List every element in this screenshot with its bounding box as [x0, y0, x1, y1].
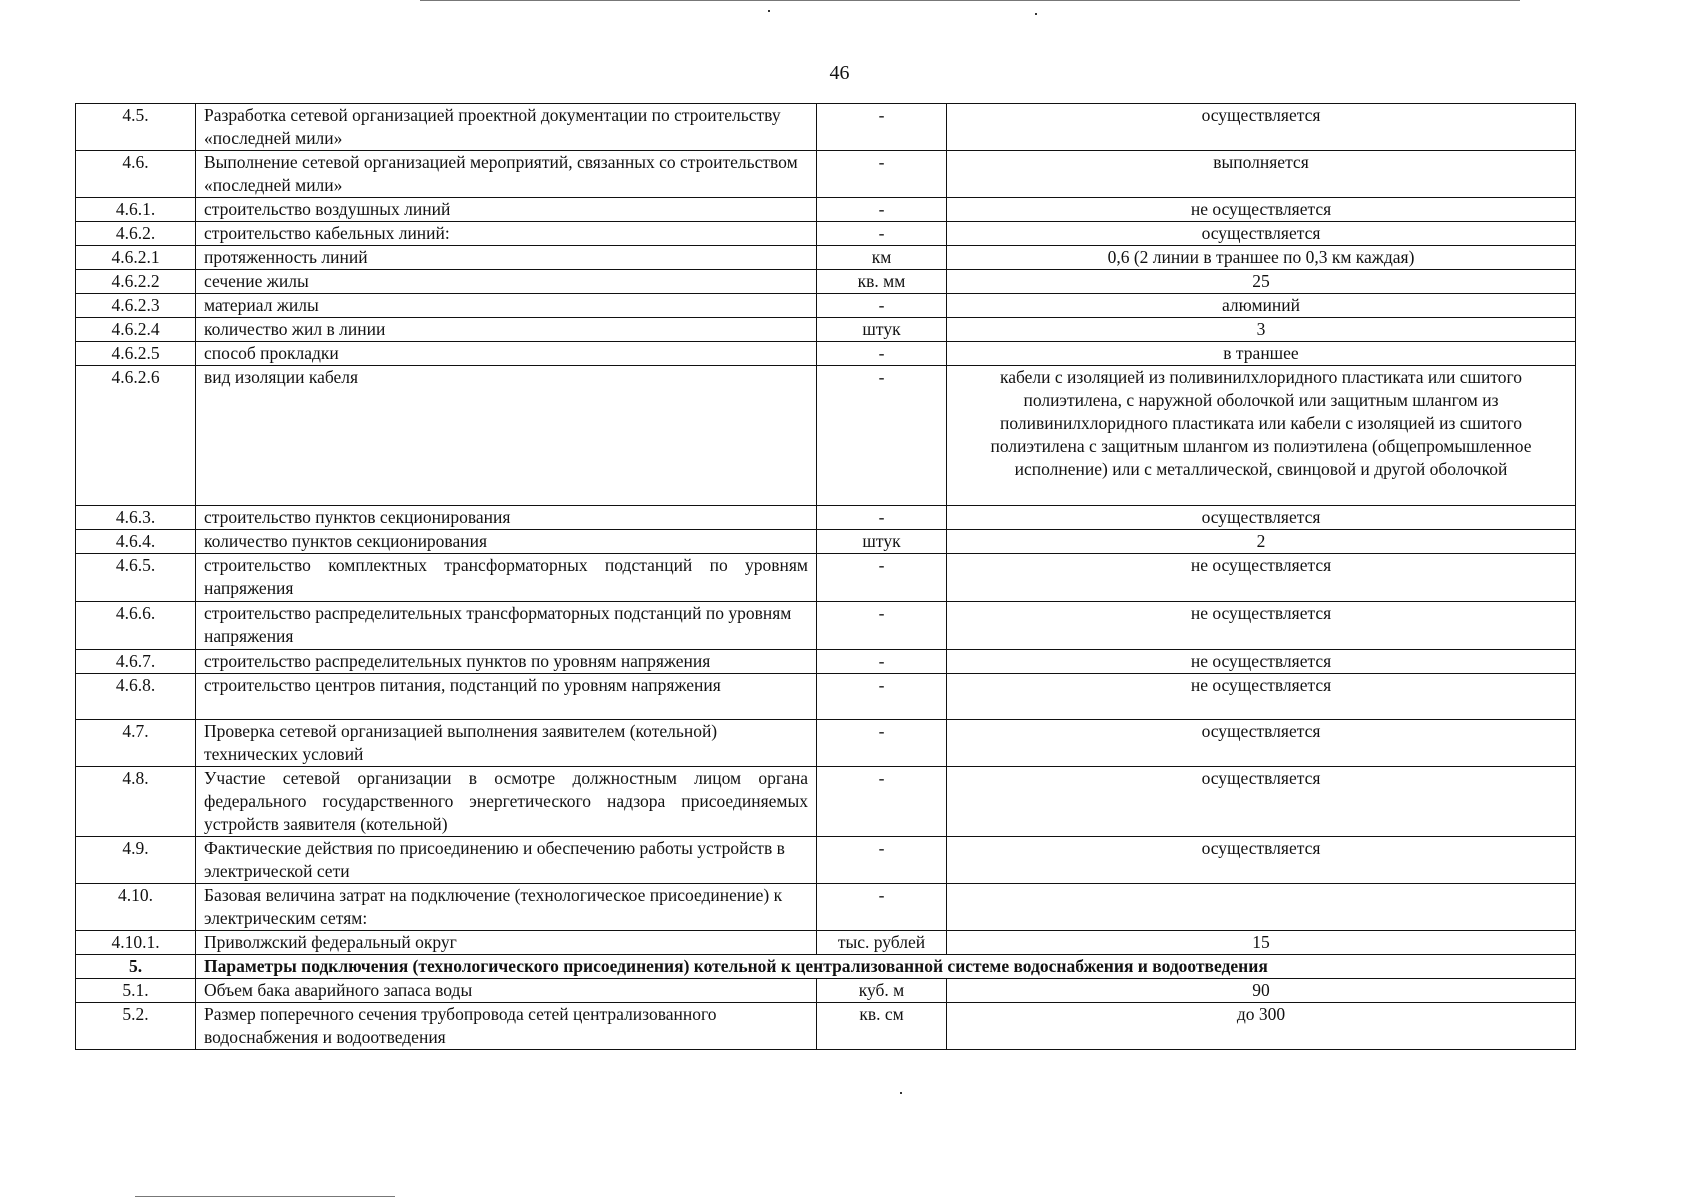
section-heading-row — [76, 955, 1576, 979]
row-value: выполняется — [947, 151, 1576, 198]
row-description: строительство распределительных трансформаторных подстанций по уровням напряжения — [196, 602, 817, 650]
row-value: 3 — [947, 318, 1576, 342]
row-description: Проверка сетевой организацией выполнения заявителем (котельной) технических условий — [196, 720, 817, 767]
table-row — [76, 104, 1576, 151]
row-value: 15 — [947, 931, 1576, 955]
row-description: Фактические действия по присоединению и обеспечению работы устройств в электрической сети — [196, 837, 817, 884]
table-row — [76, 270, 1576, 294]
table-row — [76, 884, 1576, 931]
row-description: Разработка сетевой организацией проектной документации по строительству «последней мили» — [196, 104, 817, 151]
row-number: 4.6.3. — [76, 506, 196, 530]
table-row — [76, 506, 1576, 530]
row-unit: - — [817, 884, 947, 931]
scan-speck — [900, 1092, 902, 1094]
table-row — [76, 342, 1576, 366]
row-unit: - — [817, 602, 947, 650]
row-description: количество пунктов секционирования — [196, 530, 817, 554]
row-description: строительство распределительных пунктов по уровням напряжения — [196, 650, 817, 674]
row-number: 4.6.2. — [76, 222, 196, 246]
row-number: 4.6.2.5 — [76, 342, 196, 366]
row-description: строительство кабельных линий: — [196, 222, 817, 246]
table-row — [76, 602, 1576, 650]
row-value: 90 — [947, 979, 1576, 1003]
row-unit: - — [817, 294, 947, 318]
table-row — [76, 530, 1576, 554]
row-number: 4.10. — [76, 884, 196, 931]
row-unit: кв. см — [817, 1003, 947, 1050]
row-description: строительство центров питания, подстанций по уровням напряжения — [196, 674, 817, 720]
table-row — [76, 931, 1576, 955]
row-unit: тыс. рублей — [817, 931, 947, 955]
row-number: 4.8. — [76, 767, 196, 837]
row-description: Приволжский федеральный округ — [196, 931, 817, 955]
table-row — [76, 650, 1576, 674]
row-unit: - — [817, 506, 947, 530]
parameters-table — [75, 103, 1576, 1050]
table-row — [76, 318, 1576, 342]
section-number: 5. — [76, 955, 196, 979]
row-description: материал жилы — [196, 294, 817, 318]
row-unit: - — [817, 650, 947, 674]
row-number: 4.6.2.6 — [76, 366, 196, 506]
row-value: до 300 — [947, 1003, 1576, 1050]
table-row — [76, 198, 1576, 222]
row-number: 4.6.4. — [76, 530, 196, 554]
row-description: протяженность линий — [196, 246, 817, 270]
table-row — [76, 837, 1576, 884]
row-description: Выполнение сетевой организацией мероприятий, связанных со строительством «последней мили» — [196, 151, 817, 198]
row-value: алюминий — [947, 294, 1576, 318]
row-description: Базовая величина затрат на подключение (технологическое присоединение) к электрическим сетям: — [196, 884, 817, 931]
row-number: 4.6.2.2 — [76, 270, 196, 294]
row-unit: - — [817, 767, 947, 837]
row-value: не осуществляется — [947, 674, 1576, 720]
table-row — [76, 720, 1576, 767]
row-number: 4.5. — [76, 104, 196, 151]
table-row — [76, 366, 1576, 506]
row-description: сечение жилы — [196, 270, 817, 294]
row-number: 4.10.1. — [76, 931, 196, 955]
row-value: не осуществляется — [947, 198, 1576, 222]
row-value: 0,6 (2 линии в траншее по 0,3 км каждая) — [947, 246, 1576, 270]
row-number: 4.6.8. — [76, 674, 196, 720]
table-row — [76, 246, 1576, 270]
row-description: вид изоляции кабеля — [196, 366, 817, 506]
table-row — [76, 554, 1576, 602]
row-number: 4.6.2.4 — [76, 318, 196, 342]
row-unit: штук — [817, 530, 947, 554]
row-value: осуществляется — [947, 837, 1576, 884]
row-number: 4.6.2.3 — [76, 294, 196, 318]
row-unit: - — [817, 198, 947, 222]
row-unit: - — [817, 837, 947, 884]
table-row — [76, 222, 1576, 246]
scan-edge-top — [420, 0, 1520, 2]
row-unit: - — [817, 342, 947, 366]
section-title: Параметры подключения (технологического присоединения) котельной к централизованной системе водоснабжения и водоотведения — [196, 955, 1576, 979]
row-description: строительство комплектных трансформаторных подстанций по уровням напряжения — [196, 554, 817, 602]
row-value: осуществляется — [947, 104, 1576, 151]
scan-edge-bottom — [135, 1196, 395, 1198]
scan-speck — [768, 10, 770, 12]
row-description: способ прокладки — [196, 342, 817, 366]
row-unit: - — [817, 366, 947, 506]
row-number: 4.6.7. — [76, 650, 196, 674]
row-value: осуществляется — [947, 506, 1576, 530]
row-number: 4.6.1. — [76, 198, 196, 222]
row-value: осуществляется — [947, 767, 1576, 837]
row-unit: - — [817, 151, 947, 198]
row-number: 4.7. — [76, 720, 196, 767]
table-row — [76, 767, 1576, 837]
row-description: Объем бака аварийного запаса воды — [196, 979, 817, 1003]
row-unit: штук — [817, 318, 947, 342]
row-unit: - — [817, 222, 947, 246]
row-description: Участие сетевой организации в осмотре должностным лицом органа федерального государственного энергетического надзора присоединяемых устройств заявителя (котельной) — [196, 767, 817, 837]
row-number: 4.6.6. — [76, 602, 196, 650]
row-value: 25 — [947, 270, 1576, 294]
row-value — [947, 884, 1576, 931]
row-number: 4.6. — [76, 151, 196, 198]
row-number: 5.1. — [76, 979, 196, 1003]
table-row — [76, 1003, 1576, 1050]
row-value: 2 — [947, 530, 1576, 554]
row-value: не осуществляется — [947, 602, 1576, 650]
row-unit: - — [817, 674, 947, 720]
page-number: 46 — [829, 62, 850, 84]
table-row — [76, 979, 1576, 1003]
row-description: количество жил в линии — [196, 318, 817, 342]
row-value: кабели с изоляцией из поливинилхлоридного пластиката или сшитого полиэтилена, с наружной оболочкой или защитным шлангом из поливинилхлоридного пластиката или кабели с изоляцией из сшитого полиэтилена с защитным шлангом из полиэтилена (общепромышленное исполнение) или с металлической, свинцовой и другой оболочкой — [947, 366, 1576, 506]
table-row — [76, 294, 1576, 318]
row-value: не осуществляется — [947, 650, 1576, 674]
row-unit: куб. м — [817, 979, 947, 1003]
row-description: Размер поперечного сечения трубопровода сетей централизованного водоснабжения и водоотведения — [196, 1003, 817, 1050]
table-row — [76, 151, 1576, 198]
row-unit: - — [817, 720, 947, 767]
row-unit: - — [817, 554, 947, 602]
row-description: строительство воздушных линий — [196, 198, 817, 222]
row-description: строительство пунктов секционирования — [196, 506, 817, 530]
row-value: не осуществляется — [947, 554, 1576, 602]
row-value: в траншее — [947, 342, 1576, 366]
row-unit: кв. мм — [817, 270, 947, 294]
row-number: 5.2. — [76, 1003, 196, 1050]
row-value: осуществляется — [947, 720, 1576, 767]
row-unit: км — [817, 246, 947, 270]
row-number: 4.6.5. — [76, 554, 196, 602]
table-row — [76, 674, 1576, 720]
row-number: 4.6.2.1 — [76, 246, 196, 270]
row-value: осуществляется — [947, 222, 1576, 246]
row-unit: - — [817, 104, 947, 151]
row-number: 4.9. — [76, 837, 196, 884]
scan-speck — [1035, 13, 1037, 15]
